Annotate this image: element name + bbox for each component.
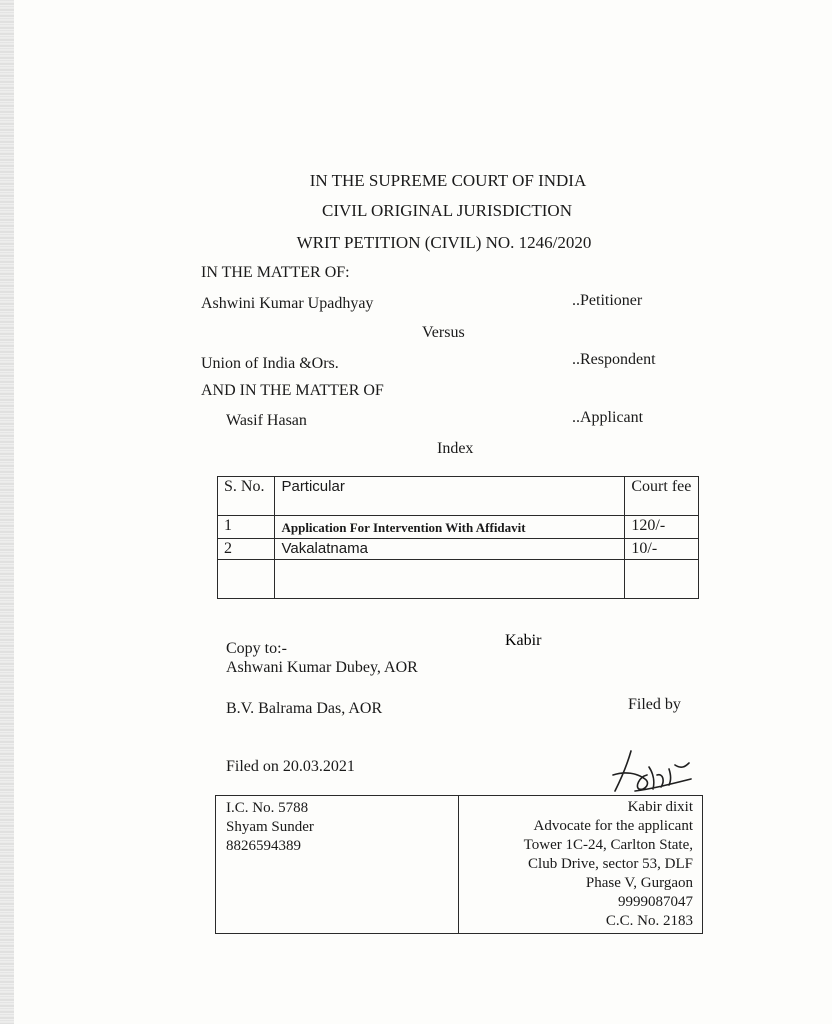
clerk-details — [226, 799, 314, 856]
petitioner-name: Ashwini Kumar Upadhyay — [201, 295, 374, 312]
table-row-empty — [218, 560, 699, 599]
address-line: Tower 1C-24, Carlton State, — [523, 837, 693, 853]
row-sno: 1 — [218, 516, 275, 539]
copy-recipient: B.V. Balrama Das, AOR — [226, 700, 383, 717]
applicant-name: Wasif Hasan — [226, 412, 307, 429]
header-sno: S. No. — [218, 477, 275, 516]
applicant-role: ..Applicant — [572, 409, 644, 426]
respondent-name: Union of India &Ors. — [201, 355, 339, 372]
filed-by-label: Filed by — [628, 696, 681, 713]
jurisdiction-title: CIVIL ORIGINAL JURISDICTION — [322, 201, 572, 220]
clerk-phone: 8826594389 — [226, 838, 301, 854]
box-divider — [458, 796, 459, 933]
row-fee: 10/- — [625, 539, 699, 560]
advocate-cc-number: C.C. No. 2183 — [605, 913, 693, 929]
address-line: Club Drive, sector 53, DLF — [528, 856, 693, 872]
table-header-row — [218, 477, 699, 516]
header-fee: Court fee — [625, 477, 699, 516]
petitioner-role: ..Petitioner — [572, 292, 643, 309]
empty-cell — [625, 560, 699, 599]
address-line: Phase V, Gurgaon — [585, 875, 693, 891]
second-matter-intro: AND IN THE MATTER OF — [201, 382, 384, 399]
clerk-ic-number: I.C. No. 5788 — [226, 800, 309, 816]
empty-cell — [218, 560, 275, 599]
clerk-name: Shyam Sunder — [226, 819, 314, 835]
copy-recipient: Ashwani Kumar Dubey, AOR — [226, 659, 418, 676]
row-sno: 2 — [218, 539, 275, 560]
empty-cell — [275, 560, 625, 599]
matter-intro: IN THE MATTER OF: — [201, 264, 350, 281]
petition-number: WRIT PETITION (CIVIL) NO. 1246/2020 — [296, 233, 592, 252]
filed-on-date: Filed on 20.03.2021 — [226, 758, 355, 775]
scan-edge-artifact — [0, 0, 14, 1024]
advocate-details — [524, 798, 693, 931]
respondent-role: ..Respondent — [572, 351, 656, 368]
table-row — [218, 516, 699, 539]
court-title: IN THE SUPREME COURT OF INDIA — [309, 171, 587, 190]
versus-label: Versus — [422, 324, 465, 341]
index-table — [217, 476, 699, 599]
signature-text: Kabir — [505, 632, 542, 649]
advocate-phone: 9999087047 — [618, 894, 693, 910]
table-row — [218, 539, 699, 560]
row-particular: Vakalatnama — [275, 539, 625, 560]
advocate-designation: Advocate for the applicant — [533, 818, 693, 834]
copy-to-label: Copy to:- — [226, 640, 287, 657]
filing-details-box — [215, 795, 703, 934]
index-title: Index — [437, 440, 474, 457]
advocate-name: Kabir dixit — [627, 799, 693, 815]
row-particular: Application For Intervention With Affidavit — [275, 516, 625, 539]
row-fee: 120/- — [625, 516, 699, 539]
header-particular: Particular — [275, 477, 625, 516]
